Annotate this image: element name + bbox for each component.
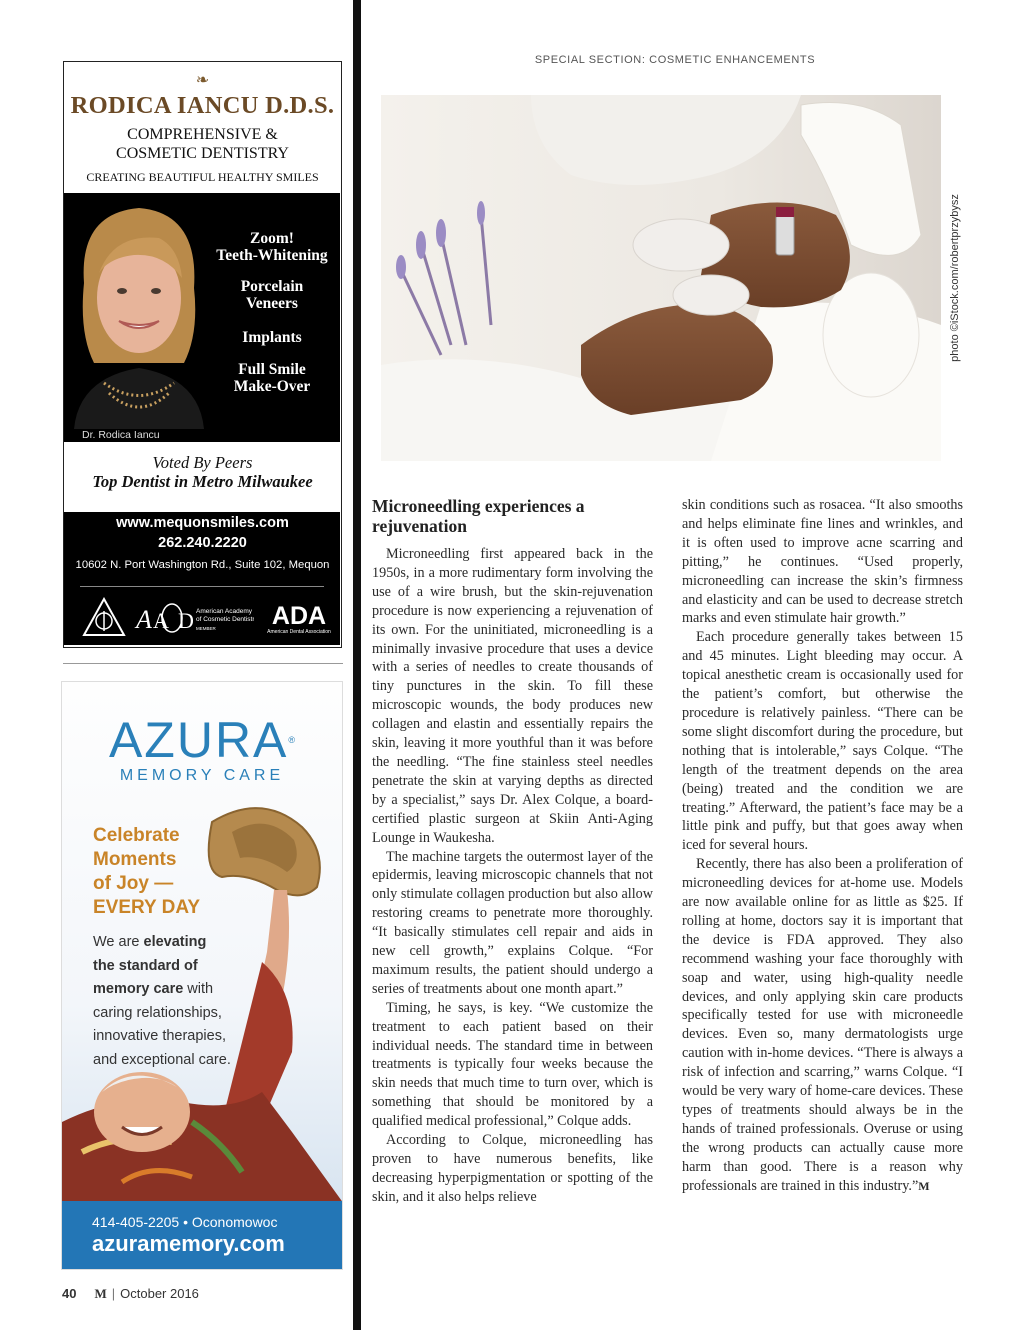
svg-text:D: D [178, 608, 194, 633]
divider [80, 586, 324, 587]
article-column-1 [372, 496, 653, 1207]
magazine-logo: M [94, 1286, 107, 1301]
end-mark: M [918, 1178, 930, 1193]
service-makeover: Full Smile Make-Over [233, 361, 311, 395]
service-implants: Implants [242, 329, 302, 346]
ornament-icon: ❧ [195, 72, 210, 89]
service-veneers: Porcelain Veneers [240, 278, 304, 312]
aacd-logo-icon [134, 600, 254, 636]
azura-subtitle: MEMORY CARE [119, 767, 285, 784]
dentist-tagline: CREATING BEAUTIFUL HEALTHY SMILES [86, 170, 319, 184]
dentist-portrait [64, 193, 214, 429]
article-paragraph: According to Colque, microneedling has proven to have numerous benefits, like decreasing hyperpigmentation or spotting of the skin, and it also helps relieve [372, 1132, 653, 1205]
dentist-specialty-line1: COMPREHENSIVE & [127, 126, 278, 143]
azura-website-link[interactable]: azuramemory.com [92, 1231, 285, 1256]
svg-text:of Cosmetic Dentistry: of Cosmetic Dentistry [196, 616, 254, 623]
svg-text:A: A [136, 605, 152, 634]
article-paragraph: Microneedling first appeared back in the 1950s, in a more rudimentary form involving the use of a wire brush, but the skin-rejuvenation procedure is now experiencing a rejuvenation of its own. For the uninitiated, microneedling is a minimally invasive procedure that uses a device with a series of needles to create thousands of tiny punctures in the skin. To fill these microscopic wounds, the body produces new collagen and elastin and essentially repairs the skin, leaving it more youthful than it was before the needling. “The fine stainless steel needles penetrate the skin at varying depths as directed by a specialist,” says Dr. Alex Colque, a board-certified plastic surgeon at Skiin Anti-Aging Lounge in Waukesha. [372, 546, 653, 846]
portrait-caption: Dr. Rodica Iancu [82, 429, 160, 441]
dentist-address: 10602 N. Port Washington Rd., Suite 102, Mequon [75, 559, 330, 571]
issue-date: October 2016 [120, 1286, 199, 1301]
dentist-website-link[interactable]: www.mequonsmiles.com [116, 515, 289, 531]
dentist-phone[interactable]: 262.240.2220 [158, 535, 247, 551]
voted-by-peers: Voted By Peers [152, 453, 253, 472]
azura-logo: AZURA® [108, 712, 296, 768]
svg-text:American Academy: American Academy [196, 608, 252, 615]
photo-credit: photo ©iStock.com/robertprzybysz [949, 194, 961, 362]
article-paragraph: skin conditions such as rosacea. “It also smooths and helps eliminate fine lines and wrinkles, and it is often used to improve acne scarring and pitting,” he continues. “Used properly, microneedling can increase the skin’s firmness and elasticity and can be used to decrease stretch marks and even stimulate hair growth.” [682, 497, 963, 627]
page-footer [62, 1286, 199, 1302]
dental-society-logo-icon [82, 597, 126, 637]
dentist-name: RODICA IANCU D.D.S. [70, 92, 335, 119]
ad-headline: Celebrate Moments of Joy — EVERY DAY [93, 825, 201, 918]
article-paragraph: Timing, he says, is key. “We customize the treatment to each patient based on their individual needs. The standard time in between treatments is typically four weeks because the skin needs that much time to turn over, which is something that should be monitored by a qualified medical professional,” Colque adds. [372, 999, 653, 1130]
article-paragraph: Each procedure generally takes between 15 and 45 minutes. Light bleeding may occur. A topical anesthetic cream is occasionally used for the patient’s comfort, but otherwise the procedure is relatively painless. “There can be some slight discomfort during the procedure, but nothing that is intolerable,” says Colque. “The length of the treatment depends on the area (being) treated and the condition we are treating.” Afterward, the patient’s face may be a little pink and puffy, but that goes away when iced for several hours. [682, 629, 963, 854]
spa-treatment-photo [381, 95, 941, 461]
svg-text:American Dental Association: American Dental Association [267, 629, 331, 635]
ad-separator [63, 663, 343, 664]
ad-body-copy: We are elevating the standard of memory care with caring relationships, innovative therapies, and exceptional care. [93, 934, 231, 1068]
svg-text:A: A [153, 608, 169, 633]
svg-text:ADA: ADA [271, 602, 327, 630]
article-paragraph [682, 855, 963, 1195]
page-divider [353, 0, 361, 1330]
article-paragraph: The machine targets the outermost layer of the epidermis, leaving microscopic channels that not only stimulate collagen production but also allow restoring creams to penetrate more thoroughly. “It basically stimulates cell repair and aids in new cell growth,” explains Colque. “For maximum results, the patient should undergo a series of treatments about one month apart.” [372, 848, 653, 997]
azura-phone-location[interactable]: 414-405-2205 • Oconomowoc [92, 1214, 278, 1230]
article-column-2 [682, 496, 963, 1196]
section-label: SPECIAL SECTION: COSMETIC ENHANCEMENTS [534, 54, 816, 66]
article-headline: Microneedling experiences a rejuvenation [372, 496, 585, 536]
dentist-specialty-line2: COSMETIC DENTISTRY [116, 145, 289, 162]
service-whitening: Zoom! Teeth-Whitening [216, 230, 328, 264]
ada-logo-icon [262, 600, 336, 636]
page-number: 40 [62, 1286, 77, 1301]
article-paragraph-text: Recently, there has also been a proliferation of microneedling devices for at-home use. Models are now available online for as little as $25. If rolling at home, doctors say it is important that the device is FDA approved. They also recommend washing your face thoroughly with soap and water, using high-quality needle devices, and only applying skin care products specifically tested for use with microneedle devices. Even so, many dermatologists urge caution with in-home devices. “There is always a risk of infection and scarring,” warns Colque. “I would be very wary of home-care devices. These types of treatments should always be in the hands of trained professionals. Overuse or using the wrong products can actually cause more harm than good. There is a reason why professionals are trained in this industry.” [682, 856, 963, 1194]
memory-care-advertisement[interactable] [61, 681, 343, 1270]
svg-text:MEMBER: MEMBER [196, 626, 216, 631]
dentist-advertisement[interactable] [63, 61, 342, 648]
top-dentist-award: Top Dentist in Metro Milwaukee [92, 472, 313, 491]
footer-separator: | [111, 1286, 116, 1301]
